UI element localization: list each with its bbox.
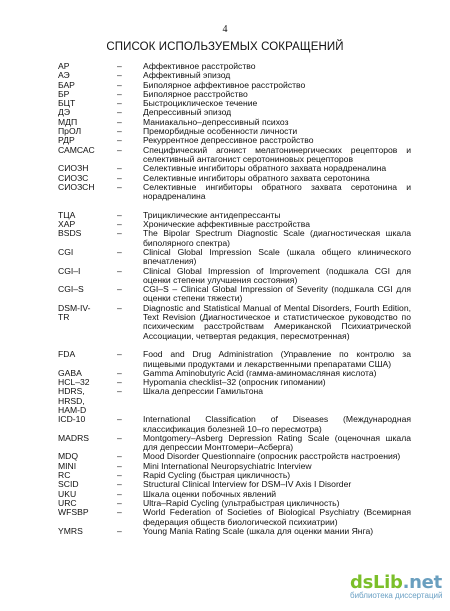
list-item xyxy=(0,229,450,248)
abbreviation: БАР xyxy=(58,79,75,90)
abbreviation: HDRS, HRSD, HAM-D xyxy=(58,386,87,415)
definition: Быстроциклическое течение xyxy=(143,98,258,109)
watermark-logo-domain: .net xyxy=(402,572,442,593)
definition: Hypomania checklist–32 (опросник гипомании) xyxy=(143,377,326,388)
abbreviation: РДР xyxy=(58,135,75,146)
abbreviation: МДП xyxy=(58,116,78,127)
abbreviation: АР xyxy=(58,61,70,71)
definition: Diagnostic and Statistical Manual of Mental Disorders, Fourth Edition, Text Revision (Диагностическое и статистическое руководство по психическим расстройствам Американской Психиатрической Ассоциации, четвертая редакция, пересмотренная) xyxy=(143,302,411,341)
definition: Food and Drug Administration (Управление по контролю за пищевыми продуктами и лекарственными препаратами США) xyxy=(143,349,411,369)
list-item xyxy=(0,285,450,304)
dash: – xyxy=(117,116,122,127)
abbreviation: ICD-10 xyxy=(58,414,86,425)
dash: – xyxy=(117,451,122,462)
dash: – xyxy=(117,367,122,378)
definition: Шкала депрессии Гамильтона xyxy=(143,386,263,397)
definition: Clinical Global Impression of Improvement (подшкала CGI для оценки степени улучшения состояния) xyxy=(143,265,411,285)
definition: Rapid Cycling (быстрая цикличность) xyxy=(143,470,291,481)
list-item xyxy=(0,248,450,267)
dash: – xyxy=(117,525,122,536)
definition: Ultra–Rapid Cycling (ультрабыстрая цикличность) xyxy=(143,497,340,508)
definition: The Bipolar Spectrum Diagnostic Scale (диагностическая шкала биполярного спектра) xyxy=(143,228,411,248)
dash: – xyxy=(117,432,122,443)
definition: Биполярное расстройство xyxy=(143,88,248,99)
dash: – xyxy=(117,377,122,388)
abbreviation: MDQ xyxy=(58,451,79,462)
abbreviation: ДЭ xyxy=(58,107,70,118)
dash: – xyxy=(117,284,122,295)
dash: – xyxy=(117,79,122,90)
dash: – xyxy=(117,144,122,155)
page-number: 4 xyxy=(222,24,228,35)
list-item xyxy=(0,267,450,286)
abbreviation: ПрОЛ xyxy=(58,126,82,137)
definition: Аффективный эпизод xyxy=(143,70,231,81)
abbreviation: СИОЗСН xyxy=(58,181,95,192)
page-title: СПИСОК ИСПОЛЬЗУЕМЫХ СОКРАЩЕНИЙ xyxy=(106,41,344,53)
dash: – xyxy=(117,507,122,518)
abbreviation: CGI xyxy=(58,246,74,257)
abbreviation: BSDS xyxy=(58,228,82,239)
definition: Montgomery–Asberg Depression Rating Scale (оценочная шкала для депрессии Монтгомери–Асберга) xyxy=(143,432,411,453)
dash: – xyxy=(117,460,122,471)
list-item xyxy=(0,434,450,453)
watermark xyxy=(350,572,445,600)
definition: Депрессивный эпизод xyxy=(143,107,232,118)
list-item xyxy=(0,183,450,202)
abbreviation: MINI xyxy=(58,460,77,471)
definition: Structural Clinical Interview for DSM–IV Axis I Disorder xyxy=(143,479,352,490)
definition: Трициклические антидепрессанты xyxy=(143,209,281,220)
abbreviation: ХАР xyxy=(58,219,76,230)
dash: – xyxy=(117,488,122,499)
abbreviation: CGI–I xyxy=(58,265,81,276)
definition: Селективные ингибиторы обратного захвата серотонина xyxy=(143,172,370,183)
dash: – xyxy=(117,98,122,109)
abbreviation: SCID xyxy=(58,479,79,490)
dash: – xyxy=(117,386,122,397)
dash: – xyxy=(117,163,122,174)
definition: Аффективное расстройство xyxy=(143,61,256,71)
abbreviation-list xyxy=(0,62,450,536)
definition: Рекуррентное депрессивное расстройство xyxy=(143,135,314,146)
abbreviation: MADRS xyxy=(58,432,90,443)
abbreviation: САМСАС xyxy=(58,144,95,155)
abbreviation: СИОЗС xyxy=(58,172,89,183)
abbreviation: GABA xyxy=(58,367,82,378)
definition: Хронические аффективные расстройства xyxy=(143,219,310,230)
abbreviation: ТЦА xyxy=(58,209,76,220)
definition: Mini International Neuropsychiatric Interview xyxy=(143,460,312,471)
abbreviation: FDA xyxy=(58,349,76,360)
definition: Маниакально–депрессивный психоз xyxy=(143,116,289,127)
dash: – xyxy=(117,414,122,425)
abbreviation: БР xyxy=(58,88,70,99)
definition: Биполярное аффективное расстройство xyxy=(143,79,306,90)
definition: Clinical Global Impression Scale (шкала общего клинического впечатления) xyxy=(143,246,411,267)
definition: World Federation of Societies of Biological Psychiatry (Всемирная федерация обществ биологической психиатрии) xyxy=(143,507,411,527)
dash: – xyxy=(117,70,122,81)
dash: – xyxy=(117,228,122,239)
abbreviation: АЭ xyxy=(58,70,70,81)
list-item xyxy=(0,527,450,536)
watermark-subtitle: библиотека диссертаций xyxy=(350,591,443,600)
watermark-logo xyxy=(350,572,445,593)
dash: – xyxy=(117,88,122,99)
dash: – xyxy=(117,497,122,508)
dash: – xyxy=(117,181,122,192)
definition: Преморбидные особенности личности xyxy=(143,126,298,137)
dash: – xyxy=(117,470,122,481)
abbreviation: URC xyxy=(58,497,77,508)
list-item xyxy=(0,415,450,434)
definition: Mood Disorder Questionnaire (опросник расстройств настроения) xyxy=(143,451,401,462)
definition: Young Mania Rating Scale (шкала для оценки мании Янга) xyxy=(143,525,374,536)
definition: Шкала оценки побочных явлений xyxy=(143,488,277,499)
dash: – xyxy=(117,479,122,490)
list-item xyxy=(0,387,450,415)
dash: – xyxy=(117,219,122,230)
definition: International Classification of Diseases (Международная классификация болезней 10–го пересмотра) xyxy=(143,414,411,434)
definition: Gamma Aminobutyric Acid (гамма-аминомасляная кислота) xyxy=(143,367,377,378)
abbreviation: БЦТ xyxy=(58,98,76,109)
dash: – xyxy=(117,107,122,118)
list-item xyxy=(0,304,450,341)
definition: Селективные ингибиторы обратного захвата серотонина и норадреналина xyxy=(143,181,411,202)
list-item xyxy=(0,146,450,165)
definition: CGI–S – Clinical Global Impression of Severity (подшкала CGI для оценки степени тяжести) xyxy=(143,284,411,304)
list-item xyxy=(0,508,450,527)
dash: – xyxy=(117,209,122,220)
definition: Селективные ингибиторы обратного захвата норадреналина xyxy=(143,163,387,174)
dash: – xyxy=(117,265,122,276)
list-item xyxy=(0,350,450,369)
dash: – xyxy=(117,246,122,257)
abbreviation: WFSBP xyxy=(58,507,89,518)
abbreviation: СИОЗН xyxy=(58,163,89,174)
definition: Специфический агонист мелатонинергических рецепторов и селективный антагонист серотониновых рецепторов xyxy=(143,144,411,164)
dash: – xyxy=(117,61,122,71)
watermark-logo-text: dsLib xyxy=(350,572,403,593)
abbreviation: DSM-IV- TR xyxy=(58,302,91,323)
abbreviation: UKU xyxy=(58,488,77,499)
abbreviation: YMRS xyxy=(58,525,83,536)
abbreviation: HCL–32 xyxy=(58,377,90,388)
dash: – xyxy=(117,349,122,360)
dash: – xyxy=(117,135,122,146)
dash: – xyxy=(117,302,122,313)
dash: – xyxy=(117,172,122,183)
abbreviation: CGI–S xyxy=(58,284,84,295)
dash: – xyxy=(117,126,122,137)
abbreviation: RC xyxy=(58,470,71,481)
